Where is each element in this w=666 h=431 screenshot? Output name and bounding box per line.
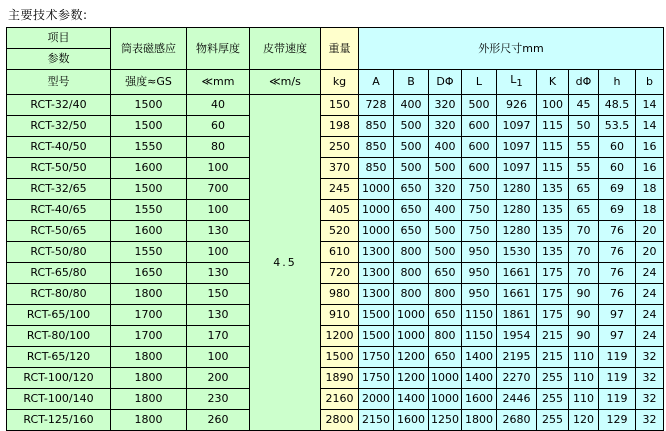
header-material-thickness: 物料厚度 [187, 28, 250, 70]
cell-magnetic: 1600 [111, 158, 187, 179]
cell-thickness: 100 [187, 347, 250, 368]
table-row [7, 263, 664, 284]
cell-l: 600 [462, 137, 497, 158]
cell-k: 215 [537, 347, 569, 368]
cell-d: 650 [429, 305, 462, 326]
cell-h: 119 [599, 347, 636, 368]
cell-model: RCT-100/120 [7, 368, 111, 389]
cell-model: RCT-32/50 [7, 116, 111, 137]
cell-k: 175 [537, 284, 569, 305]
cell-thickness: 80 [187, 137, 250, 158]
cell-d: 400 [429, 137, 462, 158]
cell-l: 1400 [462, 347, 497, 368]
cell-d: 1250 [429, 410, 462, 431]
cell-dsmall: 65 [569, 179, 599, 200]
cell-b: 800 [394, 263, 429, 284]
cell-l: 750 [462, 221, 497, 242]
cell-a: 728 [359, 95, 394, 116]
cell-thickness: 130 [187, 305, 250, 326]
cell-d: 320 [429, 95, 462, 116]
cell-thickness: 100 [187, 158, 250, 179]
cell-dsmall: 55 [569, 158, 599, 179]
cell-weight: 150 [321, 95, 359, 116]
table-row [7, 200, 664, 221]
cell-weight: 610 [321, 242, 359, 263]
cell-h: 60 [599, 137, 636, 158]
cell-thickness: 100 [187, 200, 250, 221]
cell-dsmall: 120 [569, 410, 599, 431]
cell-weight: 910 [321, 305, 359, 326]
cell-h: 119 [599, 368, 636, 389]
cell-b: 1000 [394, 305, 429, 326]
cell-k: 255 [537, 410, 569, 431]
cell-b: 500 [394, 137, 429, 158]
cell-model: RCT-65/80 [7, 263, 111, 284]
cell-magnetic: 1500 [111, 179, 187, 200]
cell-h: 48.5 [599, 95, 636, 116]
cell-dsmall: 110 [569, 347, 599, 368]
cell-bsmall: 32 [636, 368, 664, 389]
cell-dsmall: 110 [569, 368, 599, 389]
cell-b: 1200 [394, 368, 429, 389]
cell-d: 320 [429, 179, 462, 200]
header-dimensions: 外形尺寸mm [359, 28, 664, 70]
cell-l1: 1280 [497, 179, 537, 200]
header-item: 项目 [7, 28, 111, 49]
cell-bsmall: 32 [636, 347, 664, 368]
table-row [7, 95, 664, 116]
cell-bsmall: 24 [636, 326, 664, 347]
table-row [7, 305, 664, 326]
table-row [7, 410, 664, 431]
cell-l1: 2446 [497, 389, 537, 410]
cell-bsmall: 18 [636, 200, 664, 221]
header-speed-unit: ≪m/s [250, 70, 321, 95]
header-dim-d-small: dΦ [569, 70, 599, 95]
cell-model: RCT-32/40 [7, 95, 111, 116]
cell-a: 1500 [359, 326, 394, 347]
cell-l1: 1661 [497, 263, 537, 284]
cell-k: 135 [537, 221, 569, 242]
cell-a: 2000 [359, 389, 394, 410]
cell-model: RCT-100/140 [7, 389, 111, 410]
cell-d: 1000 [429, 368, 462, 389]
cell-l: 950 [462, 263, 497, 284]
cell-magnetic: 1650 [111, 263, 187, 284]
cell-dsmall: 70 [569, 263, 599, 284]
cell-d: 500 [429, 242, 462, 263]
cell-l: 1400 [462, 368, 497, 389]
cell-a: 1500 [359, 305, 394, 326]
technical-parameters-table [6, 27, 664, 431]
cell-h: 97 [599, 305, 636, 326]
cell-dsmall: 65 [569, 200, 599, 221]
cell-thickness: 100 [187, 242, 250, 263]
cell-model: RCT-32/65 [7, 179, 111, 200]
cell-l1: 2680 [497, 410, 537, 431]
cell-b: 650 [394, 221, 429, 242]
cell-b: 500 [394, 158, 429, 179]
cell-l1: 1280 [497, 221, 537, 242]
cell-l: 1800 [462, 410, 497, 431]
table-row [7, 137, 664, 158]
cell-dsmall: 110 [569, 389, 599, 410]
cell-a: 2150 [359, 410, 394, 431]
cell-a: 1000 [359, 200, 394, 221]
cell-model: RCT-50/80 [7, 242, 111, 263]
cell-magnetic: 1800 [111, 389, 187, 410]
cell-a: 850 [359, 137, 394, 158]
cell-thickness: 200 [187, 368, 250, 389]
cell-bsmall: 24 [636, 284, 664, 305]
cell-h: 69 [599, 179, 636, 200]
cell-bsmall: 16 [636, 137, 664, 158]
cell-l: 600 [462, 116, 497, 137]
cell-weight: 2800 [321, 410, 359, 431]
table-row [7, 326, 664, 347]
cell-a: 1750 [359, 368, 394, 389]
table-row [7, 221, 664, 242]
cell-magnetic: 1800 [111, 284, 187, 305]
cell-b: 500 [394, 116, 429, 137]
cell-d: 650 [429, 347, 462, 368]
cell-k: 135 [537, 179, 569, 200]
table-row [7, 116, 664, 137]
cell-bsmall: 14 [636, 116, 664, 137]
header-dim-l1-sub: 1 [516, 78, 523, 90]
cell-b: 800 [394, 284, 429, 305]
cell-b: 1000 [394, 326, 429, 347]
cell-l1: 1097 [497, 116, 537, 137]
cell-a: 1000 [359, 221, 394, 242]
header-dim-d: DΦ [429, 70, 462, 95]
cell-weight: 1200 [321, 326, 359, 347]
cell-h: 53.5 [599, 116, 636, 137]
cell-model: RCT-65/120 [7, 347, 111, 368]
cell-dsmall: 55 [569, 137, 599, 158]
cell-thickness: 130 [187, 263, 250, 284]
cell-k: 115 [537, 158, 569, 179]
cell-l: 750 [462, 200, 497, 221]
header-dim-l1-base: L [510, 73, 517, 86]
cell-model: RCT-50/50 [7, 158, 111, 179]
cell-magnetic: 1800 [111, 368, 187, 389]
cell-d: 650 [429, 263, 462, 284]
cell-model: RCT-50/65 [7, 221, 111, 242]
cell-magnetic: 1550 [111, 242, 187, 263]
cell-h: 69 [599, 200, 636, 221]
cell-bsmall: 20 [636, 242, 664, 263]
header-magnetic-unit: 强度≈GS [111, 70, 187, 95]
cell-d: 320 [429, 116, 462, 137]
header-dim-a: A [359, 70, 394, 95]
header-dim-h: h [599, 70, 636, 95]
cell-thickness: 130 [187, 221, 250, 242]
cell-thickness: 230 [187, 389, 250, 410]
cell-k: 255 [537, 389, 569, 410]
cell-b: 1600 [394, 410, 429, 431]
cell-model: RCT-40/50 [7, 137, 111, 158]
cell-bsmall: 16 [636, 158, 664, 179]
header-thickness-unit: ≪mm [187, 70, 250, 95]
cell-h: 76 [599, 221, 636, 242]
header-row-1 [7, 28, 664, 49]
header-dim-l1 [497, 70, 537, 95]
cell-magnetic: 1500 [111, 116, 187, 137]
cell-l: 950 [462, 242, 497, 263]
cell-magnetic: 1800 [111, 410, 187, 431]
cell-dsmall: 50 [569, 116, 599, 137]
cell-l1: 1954 [497, 326, 537, 347]
cell-k: 175 [537, 263, 569, 284]
cell-weight: 245 [321, 179, 359, 200]
cell-thickness: 40 [187, 95, 250, 116]
cell-d: 500 [429, 221, 462, 242]
cell-bsmall: 32 [636, 410, 664, 431]
cell-dsmall: 90 [569, 326, 599, 347]
cell-b: 1400 [394, 389, 429, 410]
cell-h: 97 [599, 326, 636, 347]
header-magnetic-induction: 筒表磁感应 [111, 28, 187, 70]
cell-l1: 2270 [497, 368, 537, 389]
cell-a: 850 [359, 116, 394, 137]
cell-h: 129 [599, 410, 636, 431]
cell-weight: 250 [321, 137, 359, 158]
header-weight-unit: kg [321, 70, 359, 95]
cell-magnetic: 1700 [111, 326, 187, 347]
cell-thickness: 700 [187, 179, 250, 200]
cell-h: 60 [599, 158, 636, 179]
header-dim-b: B [394, 70, 429, 95]
cell-bsmall: 20 [636, 221, 664, 242]
header-weight: 重量 [321, 28, 359, 70]
cell-a: 1300 [359, 263, 394, 284]
cell-l: 950 [462, 284, 497, 305]
cell-model: RCT-40/65 [7, 200, 111, 221]
cell-l: 750 [462, 179, 497, 200]
cell-k: 175 [537, 305, 569, 326]
cell-thickness: 170 [187, 326, 250, 347]
cell-weight: 1500 [321, 347, 359, 368]
cell-k: 115 [537, 116, 569, 137]
table-body [7, 95, 664, 431]
table-row [7, 368, 664, 389]
cell-a: 1750 [359, 347, 394, 368]
cell-b: 650 [394, 179, 429, 200]
cell-h: 76 [599, 263, 636, 284]
cell-l1: 1530 [497, 242, 537, 263]
header-dim-b-small: b [636, 70, 664, 95]
cell-l1: 2195 [497, 347, 537, 368]
cell-k: 135 [537, 242, 569, 263]
table-row [7, 284, 664, 305]
cell-bsmall: 14 [636, 95, 664, 116]
cell-model: RCT-80/100 [7, 326, 111, 347]
cell-model: RCT-65/100 [7, 305, 111, 326]
cell-dsmall: 70 [569, 242, 599, 263]
table-row [7, 347, 664, 368]
cell-l1: 1097 [497, 137, 537, 158]
cell-bsmall: 24 [636, 305, 664, 326]
cell-weight: 405 [321, 200, 359, 221]
header-dim-l: L [462, 70, 497, 95]
cell-thickness: 260 [187, 410, 250, 431]
cell-weight: 370 [321, 158, 359, 179]
table-row [7, 158, 664, 179]
cell-magnetic: 1500 [111, 95, 187, 116]
cell-bsmall: 32 [636, 389, 664, 410]
cell-belt-speed: 4.5 [250, 95, 321, 431]
cell-d: 400 [429, 200, 462, 221]
cell-magnetic: 1700 [111, 305, 187, 326]
cell-bsmall: 24 [636, 263, 664, 284]
cell-h: 76 [599, 284, 636, 305]
cell-k: 100 [537, 95, 569, 116]
cell-l: 500 [462, 95, 497, 116]
cell-h: 119 [599, 389, 636, 410]
cell-magnetic: 1550 [111, 137, 187, 158]
cell-dsmall: 70 [569, 221, 599, 242]
cell-k: 215 [537, 326, 569, 347]
cell-b: 800 [394, 242, 429, 263]
cell-a: 1300 [359, 284, 394, 305]
cell-l1: 1861 [497, 305, 537, 326]
cell-model: RCT-80/80 [7, 284, 111, 305]
cell-weight: 720 [321, 263, 359, 284]
cell-b: 650 [394, 200, 429, 221]
cell-d: 800 [429, 326, 462, 347]
cell-model: RCT-125/160 [7, 410, 111, 431]
cell-dsmall: 45 [569, 95, 599, 116]
cell-a: 1300 [359, 242, 394, 263]
cell-l: 1600 [462, 389, 497, 410]
cell-k: 255 [537, 368, 569, 389]
cell-l: 600 [462, 158, 497, 179]
cell-bsmall: 18 [636, 179, 664, 200]
cell-weight: 1890 [321, 368, 359, 389]
cell-d: 800 [429, 284, 462, 305]
cell-dsmall: 90 [569, 284, 599, 305]
cell-l1: 1097 [497, 158, 537, 179]
table-row [7, 179, 664, 200]
cell-dsmall: 90 [569, 305, 599, 326]
header-belt-speed: 皮带速度 [250, 28, 321, 70]
header-row-3 [7, 70, 664, 95]
cell-l: 1150 [462, 305, 497, 326]
cell-a: 1000 [359, 179, 394, 200]
cell-a: 850 [359, 158, 394, 179]
cell-magnetic: 1550 [111, 200, 187, 221]
cell-k: 135 [537, 200, 569, 221]
table-row [7, 389, 664, 410]
cell-k: 115 [537, 137, 569, 158]
cell-b: 400 [394, 95, 429, 116]
cell-weight: 198 [321, 116, 359, 137]
header-dim-k: K [537, 70, 569, 95]
cell-weight: 520 [321, 221, 359, 242]
cell-magnetic: 1600 [111, 221, 187, 242]
cell-l: 1150 [462, 326, 497, 347]
cell-b: 1200 [394, 347, 429, 368]
cell-thickness: 150 [187, 284, 250, 305]
page-title: 主要技术参数: [8, 8, 88, 22]
cell-l1: 1661 [497, 284, 537, 305]
cell-weight: 2160 [321, 389, 359, 410]
header-model: 型号 [7, 70, 111, 95]
cell-d: 500 [429, 158, 462, 179]
cell-l1: 1280 [497, 200, 537, 221]
cell-weight: 980 [321, 284, 359, 305]
cell-h: 76 [599, 242, 636, 263]
cell-magnetic: 1800 [111, 347, 187, 368]
cell-l1: 926 [497, 95, 537, 116]
cell-thickness: 60 [187, 116, 250, 137]
header-parameter: 参数 [7, 49, 111, 70]
table-row [7, 242, 664, 263]
cell-d: 1000 [429, 389, 462, 410]
